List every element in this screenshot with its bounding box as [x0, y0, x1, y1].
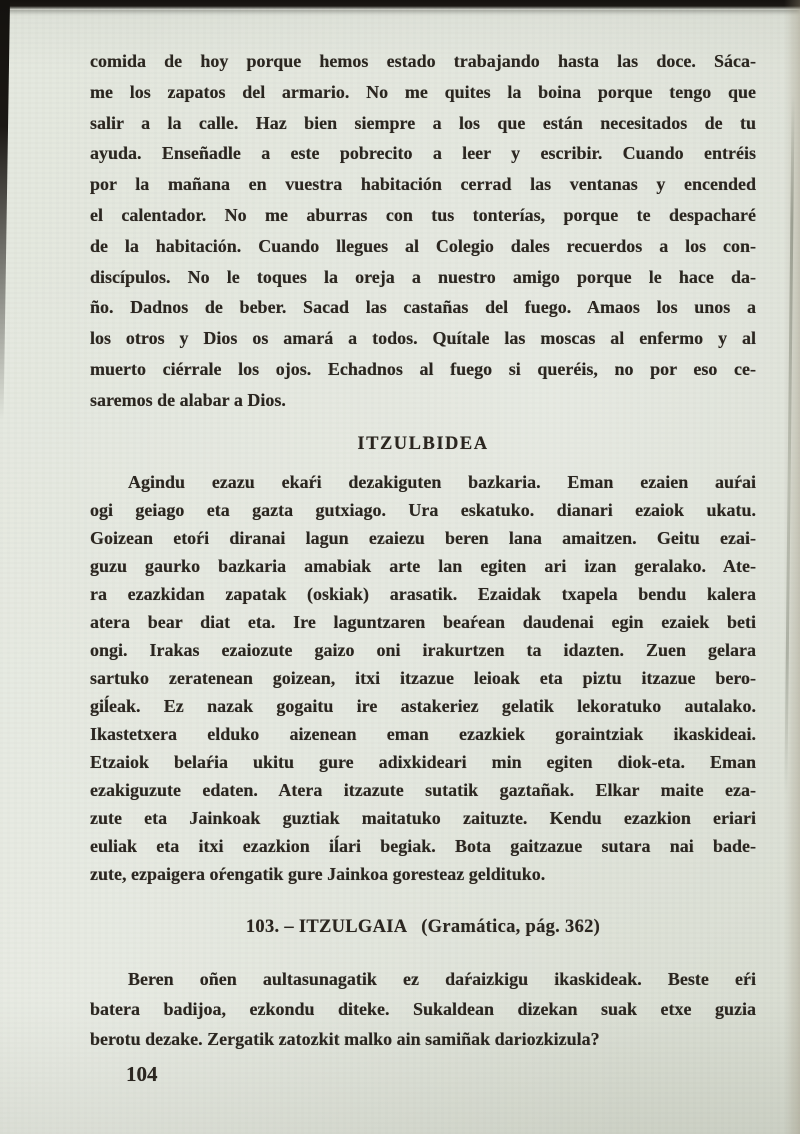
text-line: me los zapatos del armario. No me quites la boina porque tengo que [90, 81, 756, 102]
section-heading-itzulgaia: 103. – ITZULGAIA (Gramática, pág. 362) [245, 916, 601, 937]
text-line: comida de hoy porque hemos estado trabajando hasta las doce. Sáca- [90, 51, 756, 71]
text-line: Beren oñen aultasunagatik ez daŕaizkigu ikaskideak. Beste eŕi [128, 968, 756, 989]
text-line: muerto ciérrale los ojos. Echadnos al fuego si queréis, no por eso ce- [90, 358, 756, 379]
paragraph [90, 468, 756, 888]
page-text [90, 46, 756, 1088]
text-line: zute eta Jainkoak guztiak maitatuko zaituzte. Kendu ezazkion eriari [90, 807, 756, 828]
text-line: guzu gaurko bazkaria amabiak arte lan egiten ari izan geralako. Ate- [90, 555, 756, 576]
section-heading-itzulbidea: ITZULBIDEA [357, 433, 489, 454]
text-line: Etzaiok belaŕia ukitu gure adixkideari min egiten diok-eta. Eman [90, 751, 756, 772]
text-line: ño. Dadnos de beber. Sacad las castañas del fuego. Amaos los unos a [90, 297, 756, 318]
text-line: berotu dezake. Zergatik zatozkit malko ain samiñak dariozkizula? [90, 1028, 600, 1049]
text-line: giĺeak. Ez nazak gogaitu ire astakeriez gelatik lekoratuko autalako. [90, 695, 756, 716]
page-left-edge-shadow [0, 0, 10, 420]
text-line: los otros y Dios os amará a todos. Quítale las moscas al enfermo y al [90, 328, 756, 349]
text-line: Goizean etoŕi diranai lagun ezaiezu beren lana amaitzen. Geitu ezai- [90, 527, 756, 548]
text-line: de la habitación. Cuando llegues al Colegio dales recuerdos a los con- [90, 235, 756, 256]
text-line: salir a la calle. Haz bien siempre a los que están necesitados de tu [90, 112, 756, 133]
text-line: ayuda. Enseñadle a este pobrecito a leer y escribir. Cuando entréis [90, 143, 756, 164]
page-number: 104 [126, 1061, 158, 1086]
text-line: batera badijoa, ezkondu diteke. Sukaldean dizekan suak etxe guzia [90, 998, 756, 1019]
text-line: ogi geiago eta gazta gutxiago. Ura eskatuko. dianari ezaiok ukatu. [90, 499, 756, 520]
text-line: Agindu ezazu ekaŕi dezakiguten bazkaria. Eman ezaien auŕai [128, 471, 756, 492]
text-line: discípulos. No le toques la oreja a nuestro amigo porque le hace da- [90, 266, 756, 287]
paragraph [90, 46, 756, 416]
text-line: ongi. Irakas ezaiozute gaizo oni irakurtzen ta idazten. Zuen gelara [90, 639, 756, 660]
text-line: euliak eta itxi ezazkion iĺari begiak. Bota gaitzazue sutara nai bade- [90, 835, 756, 856]
text-line: ezakiguzute edaten. Atera itzazute sutatik gaztañak. Elkar maite eza- [90, 779, 756, 800]
paragraph [90, 964, 756, 1054]
text-line: saremos de alabar a Dios. [90, 389, 286, 410]
text-line: sartuko zeratenean goizean, itxi itzazue leioak eta piztu itzazue bero- [90, 667, 756, 688]
text-line: zute, ezpaigera oŕengatik gure Jainkoa goresteaz geldituko. [90, 863, 546, 884]
page-top-edge-shadow [0, 0, 800, 10]
text-line: el calentador. No me aburras con tus tonterías, porque te despacharé [90, 204, 756, 225]
text-line: atera bear diat eta. Ire laguntzaren beaŕean daudenai egin ezaiek beti [90, 611, 756, 632]
text-line: Ikastetxera elduko aizenean eman ezazkiek goraintziak ikaskideai. [90, 723, 756, 744]
text-line: por la mañana en vuestra habitación cerrad las ventanas y encended [90, 174, 756, 195]
text-line: ra ezazkidan zapatak (oskiak) arasatik. Ezaidak txapela bendu kalera [90, 583, 756, 604]
